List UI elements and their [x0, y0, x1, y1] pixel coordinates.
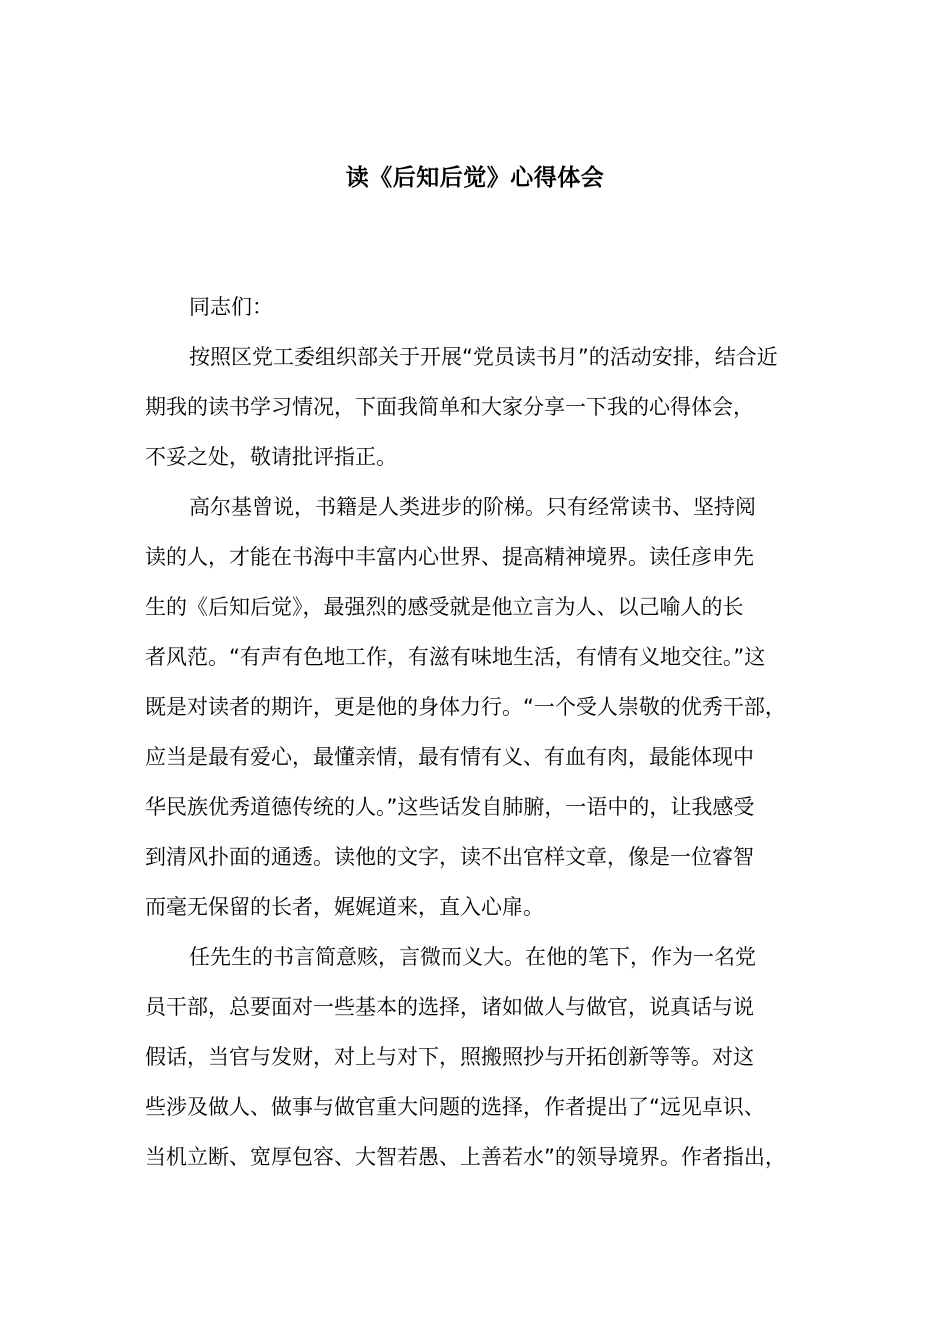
paragraph-3-line-1: 任先生的书言简意赅，言微而义大。在他的笔下，作为一名党 [189, 945, 756, 969]
paragraph-3-line-2: 员干部，总要面对一些基本的选择，诸如做人与做官，说真话与说 [145, 995, 754, 1019]
paragraph-3-line-3: 假话，当官与发财，对上与对下，照搬照抄与开拓创新等等。对这 [145, 1045, 754, 1069]
paragraph-2-line-8: 到清风扑面的通透。读他的文字，读不出官样文章，像是一位睿智 [145, 845, 754, 869]
paragraph-2-line-4: 者风范。“有声有色地工作，有滋有味地生活，有情有义地交往。”这 [145, 645, 766, 669]
paragraph-2-line-7: 华民族优秀道德传统的人。”这些话发自肺腑，一语中的，让我感受 [145, 795, 755, 819]
paragraph-2-line-2: 读的人，才能在书海中丰富内心世界、提高精神境界。读任彦申先 [145, 545, 754, 569]
paragraph-1-line-2: 期我的读书学习情况，下面我简单和大家分享一下我的心得体会， [145, 395, 754, 419]
paragraph-2-line-1: 高尔基曾说，书籍是人类进步的阶梯。只有经常读书、坚持阅 [189, 495, 756, 519]
paragraph-1-line-1: 按照区党工委组织部关于开展“党员读书月”的活动安排，结合近 [189, 345, 778, 369]
paragraph-1-line-3: 不妥之处，敬请批评指正。 [145, 445, 397, 469]
paragraph-2-line-3: 生的《后知后觉》，最强烈的感受就是他立言为人、以己喻人的长 [145, 595, 744, 619]
paragraph-3-line-5: 当机立断、宽厚包容、大智若愚、上善若水”的领导境界。作者指出， [145, 1145, 786, 1169]
paragraph-2-line-5: 既是对读者的期许，更是他的身体力行。“一个受人崇敬的优秀干部， [145, 695, 786, 719]
paragraph-2-line-9: 而毫无保留的长者，娓娓道来，直入心扉。 [145, 895, 544, 919]
document-body [145, 282, 825, 1182]
document-title: 读《后知后觉》心得体会 [345, 165, 605, 191]
paragraph-3-line-4: 些涉及做人、做事与做官重大问题的选择，作者提出了“远见卓识、 [145, 1095, 765, 1119]
salutation-line: 同志们： [189, 295, 273, 319]
paragraph-2-line-6: 应当是最有爱心，最懂亲情，最有情有义、有血有肉，最能体现中 [145, 745, 754, 769]
